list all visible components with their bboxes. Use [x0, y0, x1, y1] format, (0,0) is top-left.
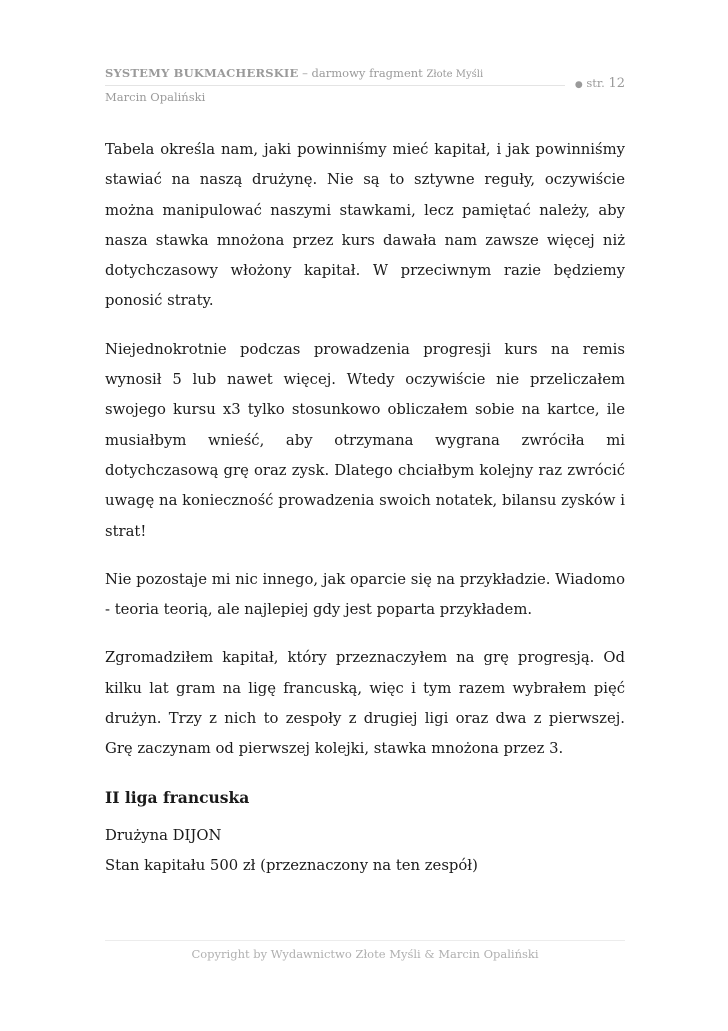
- paragraph-1: Tabela określa nam, jaki powinniśmy mieć kapitał, i jak powinniśmy stawiać na naszą drużynę. Nie są to sztywne reguły, oczywiście można manipulować naszymi stawkami, lecz pamiętać należy, aby nasza stawka mnożona przez kurs dawała nam zawsze więcej niż dotychczasowy włożony kapitał. W przeciwnym razie będziemy ponosić straty.: [105, 141, 625, 310]
- team-line: Drużyna DIJON: [105, 826, 222, 844]
- header-divider: [105, 85, 565, 86]
- page-number: 12: [608, 76, 625, 91]
- section-heading: II liga francuska: [105, 787, 250, 807]
- header-title-line: [105, 66, 483, 80]
- bullet-icon: ●: [574, 80, 583, 90]
- paragraph-4: Zgromadziłem kapitał, który przeznaczyłem na grę progresją. Od kilku lat gram na ligę francuską, więc i tym razem wybrałem pięć drużyn. Trzy z nich to zespoły z drugiej ligi oraz dwa z pierwszej. Grę zaczynam od pierwszej kolejki, stawka mnożona przez 3.: [105, 649, 625, 758]
- page-number-block: [575, 76, 625, 91]
- page-header: [105, 66, 625, 116]
- page-label: str.: [582, 76, 609, 90]
- header-author: Marcin Opaliński: [105, 90, 206, 104]
- footer-copyright: Copyright by Wydawnictwo Złote Myśli & Marcin Opaliński: [191, 947, 539, 961]
- header-brand: SYSTEMY BUKMACHERSKIE: [105, 66, 299, 80]
- header-publisher: Złote Myśli: [426, 69, 484, 80]
- page-content: [105, 135, 625, 881]
- paragraph-3: Nie pozostaje mi nic innego, jak oparcie się na przykładzie. Wiadomo - teoria teorią, ale najlepiej gdy jest poparta przykładem.: [105, 570, 625, 619]
- header-subtitle: darmowy fragment: [311, 66, 427, 80]
- capital-line: Stan kapitału 500 zł (przeznaczony na ten zespół): [105, 856, 478, 874]
- paragraph-2: Niejednokrotnie podczas prowadzenia progresji kurs na remis wynosił 5 lub nawet więcej. Wtedy oczywiście nie przeliczałem swojego kursu x3 tylko stosunkowo obliczałem sobie na kartce, ile musiałbym wnieść, aby otrzymana wygrana zwróciła mi dotychczasową grę oraz zysk. Dlatego chciałbym kolejny raz zwrócić uwagę na konieczność prowadzenia swoich notatek, bilansu zysków i strat!: [105, 340, 625, 540]
- footer-divider: [105, 940, 625, 941]
- header-dash: –: [298, 66, 312, 80]
